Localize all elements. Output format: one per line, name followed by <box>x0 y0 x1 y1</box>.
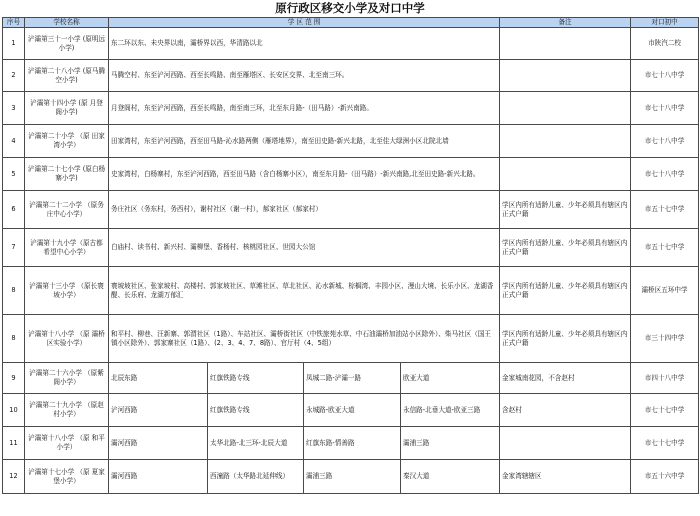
district-scope: 东二环以东、未央界以南，灞桥界以西，华清路以北 <box>109 28 500 60</box>
scope-cell-2: 西潼路（太华路北延伸线） <box>208 460 304 494</box>
scope-cell-3: 凤城二路-浐灞一路 <box>304 363 401 394</box>
school-name: 浐灞第十八小学 （原 灞桥区实验小学） <box>25 315 109 363</box>
note <box>500 28 631 60</box>
row-num: 11 <box>3 427 25 460</box>
table-row <box>3 229 699 267</box>
middle-school: 市五十七中学 <box>631 191 699 229</box>
scope-cell-1: 灞河西路 <box>109 427 208 460</box>
school-name: 浐灞第二十六小学 （原紫阁小学） <box>25 363 109 394</box>
middle-school: 市陕汽二校 <box>631 28 699 60</box>
school-name: 浐灞第二十二小学 （原务庄中心小学） <box>25 191 109 229</box>
middle-school: 市七十七中学 <box>631 427 699 460</box>
note <box>500 92 631 125</box>
middle-school: 市七十八中学 <box>631 60 699 92</box>
row-num: 2 <box>3 60 25 92</box>
header-school: 学校名称 <box>25 18 109 28</box>
scope-cell-1: 浐河西路 <box>109 394 208 427</box>
school-name: 浐灞第十八小学 （原 和平小学） <box>25 427 109 460</box>
district-scope: 月登阁村，东至浐河西路，西至长鸣路，南至南三环，北至东月路-（田马路）-新兴南路。 <box>109 92 500 125</box>
district-scope: 史家湾村，白杨寨村，东至浐河西路，西至田马路（含白杨寨小区），南至东月路-（田马路）-新兴南路,北至田史路-新兴北路。 <box>109 158 500 191</box>
row-num: 8 <box>3 267 25 315</box>
note: 金家城南花园，不含赵村 <box>500 363 631 394</box>
row-num: 9 <box>3 363 25 394</box>
note: 含赵村 <box>500 394 631 427</box>
school-name: 浐灞第二十七小学 (原白杨寨小学) <box>25 158 109 191</box>
table-row <box>3 60 699 92</box>
row-num: 3 <box>3 92 25 125</box>
table-row <box>3 125 699 158</box>
scope-cell-1: 北辰东路 <box>109 363 208 394</box>
note: 学区内所有适龄儿童、少年必须具有辖区内正式户籍 <box>500 191 631 229</box>
scope-cell-2: 红旗铁路专线 <box>208 394 304 427</box>
table-row <box>3 363 699 394</box>
scope-cell-2: 红旗铁路专线 <box>208 363 304 394</box>
row-num: 5 <box>3 158 25 191</box>
row-num: 10 <box>3 394 25 427</box>
note: 学区内所有适龄儿童、少年必须具有辖区内正式户籍 <box>500 315 631 363</box>
district-scope: 马腾空村、东至浐河西路、西至长鸣路、南至雁塔区、长安区交界、北至南三环。 <box>109 60 500 92</box>
table-row <box>3 315 699 363</box>
district-scope: 和平村、柳巷、汪新寨、郭渭社区（1路）、车站社区、灞桥街社区（中铁旅苑水草、中石油灞桥加油站小区除外）、柴马社区（国王镇小区除外）、郭家寨社区（1路）、(2、3、4、7、8路）、官厅村（4、5组） <box>109 315 500 363</box>
school-name: 浐灞第三十一小学 (原明远小学) <box>25 28 109 60</box>
table-row <box>3 427 699 460</box>
scope-cell-3: 灞浦三路 <box>304 460 401 494</box>
row-num: 4 <box>3 125 25 158</box>
school-name: 浐灞第二十小学 （原 田家湾小学） <box>25 125 109 158</box>
middle-school: 市五十六中学 <box>631 460 699 494</box>
table-row <box>3 28 699 60</box>
note: 学区内所有适龄儿童、少年必须具有辖区内正式户籍 <box>500 267 631 315</box>
scope-cell-2: 太华北路-北三环-北辰大道 <box>208 427 304 460</box>
district-scope: 务庄社区（务东村，务西村），谢村社区（谢一村），郝家社区（郝家村） <box>109 191 500 229</box>
row-num: 12 <box>3 460 25 494</box>
school-district-table <box>2 17 699 494</box>
school-name: 浐灞第十九小学（原古都希望中心小学） <box>25 229 109 267</box>
school-name: 浐灞第二十九小学 （原赵村小学） <box>25 394 109 427</box>
district-scope: 田家湾村，东至浐河西路，西至田马路-沁水路两侧（雁塔地界），南至田史路-新兴北路，北至佳大绿洲小区北院北墙 <box>109 125 500 158</box>
note <box>500 158 631 191</box>
middle-school: 市五十七中学 <box>631 229 699 267</box>
note: 学区内所有适龄儿童、少年必须具有辖区内正式户籍 <box>500 229 631 267</box>
district-scope: 白庙村、读书村、新兴村、灞柳堡、香杨村、核桃园社区、世园大公馆 <box>109 229 500 267</box>
header-scope: 学 区 范 围 <box>109 18 500 28</box>
middle-school: 灞桥区五环中学 <box>631 267 699 315</box>
header-num: 序号 <box>3 18 25 28</box>
header-note: 备注 <box>500 18 631 28</box>
district-scope: 寰坡坡社区、张家坡村、高楼村、郭家坡社区、草滩社区、草北社区、沁水新城、棕榈湾、丰园小区、漫山大境、长乐小区、龙湖香醍、长乐府、龙湖万郁汇 <box>109 267 500 315</box>
note <box>500 125 631 158</box>
middle-school: 市四十八中学 <box>631 363 699 394</box>
table-row <box>3 191 699 229</box>
table-row <box>3 158 699 191</box>
header-mid: 对口初中 <box>631 18 699 28</box>
middle-school: 市七十七中学 <box>631 394 699 427</box>
school-name: 浐灞第十四小学 (原 月登阁小学) <box>25 92 109 125</box>
table-header-row <box>3 18 699 28</box>
note <box>500 60 631 92</box>
row-num: 6 <box>3 191 25 229</box>
scope-cell-4: 永信路-北垂大道-欧亚三路 <box>401 394 500 427</box>
row-num: 1 <box>3 28 25 60</box>
scope-cell-3: 永城路-欧亚大道 <box>304 394 401 427</box>
scope-cell-1: 灞河西路 <box>109 460 208 494</box>
table-row <box>3 460 699 494</box>
row-num: 8 <box>3 315 25 363</box>
school-name: 浐灞第十七小学 （原 夏家堡小学） <box>25 460 109 494</box>
scope-cell-4: 灞浦三路 <box>401 427 500 460</box>
table-row <box>3 92 699 125</box>
middle-school: 市七十八中学 <box>631 92 699 125</box>
table-row <box>3 394 699 427</box>
scope-cell-4: 秦汉大道 <box>401 460 500 494</box>
school-name: 浐灞第十三小学 （原长寰坡小学） <box>25 267 109 315</box>
middle-school: 市七十八中学 <box>631 158 699 191</box>
table-row <box>3 267 699 315</box>
row-num: 7 <box>3 229 25 267</box>
note: 金家湾辖辖区 <box>500 460 631 494</box>
middle-school: 市三十四中学 <box>631 315 699 363</box>
school-name: 浐灞第二十八小学 (原马腾空小学) <box>25 60 109 92</box>
note <box>500 427 631 460</box>
page-title: 原行政区移交小学及对口中学 <box>275 1 425 15</box>
scope-cell-4: 欧亚大道 <box>401 363 500 394</box>
scope-cell-3: 红旗东路-情善路 <box>304 427 401 460</box>
middle-school: 市七十八中学 <box>631 125 699 158</box>
